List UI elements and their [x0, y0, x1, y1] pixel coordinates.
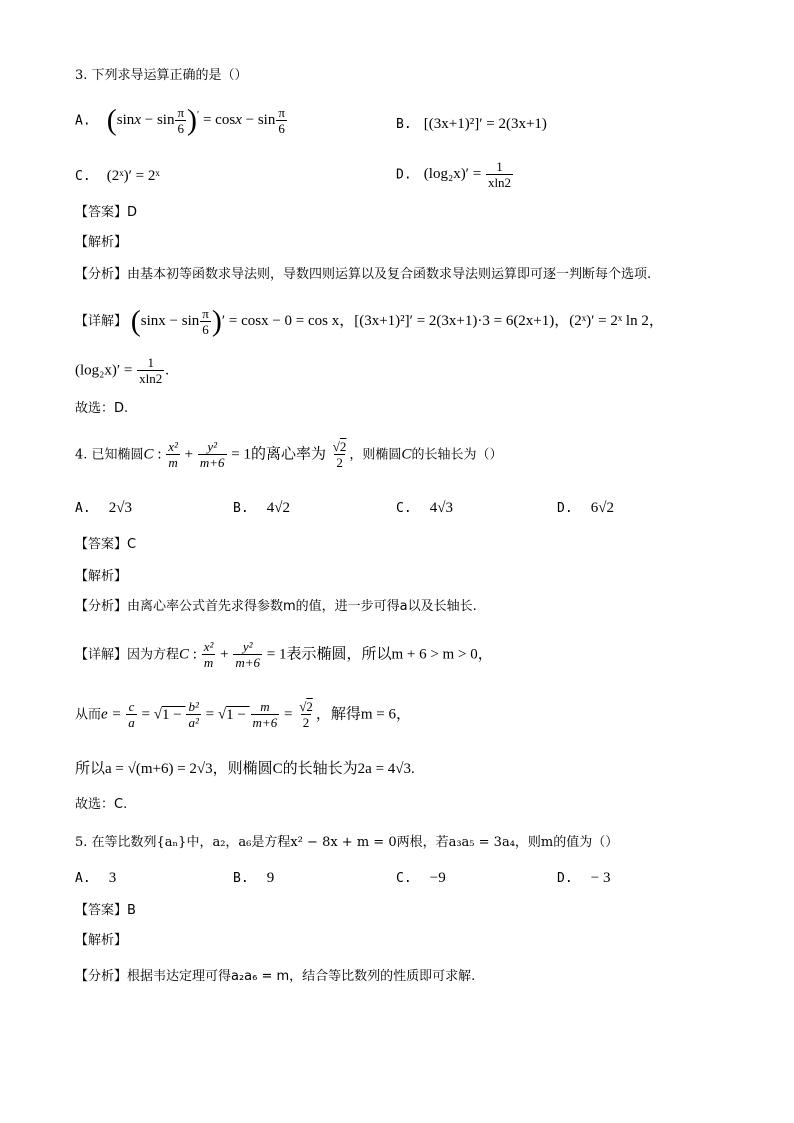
q4-stem-c: C — [143, 446, 154, 463]
q3-detail-log-end: . — [165, 362, 170, 379]
q3-a-sin: sin — [116, 112, 135, 129]
q4-stem-end: 的长轴长为（） — [411, 447, 503, 463]
q4-detail-1: 【详解】因为方程C : $\frac{\text{x²}}{m}$ + $\frac{\text{y²}}{m+6}$ = 1表示椭圆，所以m + 6 > m > 0， — [75, 639, 493, 670]
q3-a-rhs-x: x — [235, 112, 242, 129]
q3-option-d — [396, 160, 514, 190]
q4-detail-one-minus: 1 − — [162, 706, 186, 723]
q4-stem-frac-y: $\frac{\text{y²}}{m+6}$ — [199, 439, 225, 470]
q4-detail-2-end: ，解得m = 6， — [315, 706, 411, 723]
q5-stem: 5. 在等比数列{aₙ}中，a₂，a₆是方程x² − 8x + m = 0两根，若a₃a₅ = 3a₄，则m的值为（） — [75, 835, 619, 850]
q3-a-minus-sin: − sin — [140, 112, 175, 129]
q5-option-d — [557, 870, 611, 887]
q5-option-a-val: 3 — [108, 870, 117, 886]
q4-guxuan: 故选：C. — [75, 797, 128, 812]
q4-detail-colon: : — [189, 646, 201, 663]
q4-jiexi: 【解析】 — [75, 569, 128, 584]
q5-option-d-label: D. — [557, 871, 573, 886]
q4-detail-frac-y: $\frac{\text{y²}}{m+6}$ — [235, 639, 261, 670]
q3-option-a-label: A. — [75, 113, 91, 129]
q4-detail-one-minus-2: 1 − — [226, 706, 250, 723]
q4-detail-frac-b2a2: $\frac{\text{b²}}{\text{a²}}$ — [188, 699, 199, 731]
q4-option-c-val: 4√3 — [429, 500, 454, 516]
q3-detail-eq3: (2ˣ)′ = 2ˣ ln 2， — [569, 313, 664, 329]
q3-option-c-expr: (2ˣ)′ = 2ˣ — [106, 168, 160, 184]
q4-detail-frac-ecc: √ $\frac{2}{2}$ — [297, 700, 315, 730]
q3-option-d-label: D. — [396, 167, 412, 183]
q4-detail-c: C — [179, 646, 190, 663]
q3-answer: 【答案】D — [75, 205, 138, 220]
q4-stem-mid: = 1的离心率为 — [227, 446, 330, 463]
q4-stem-c2: C — [401, 446, 412, 463]
q3-option-b-label: B. — [396, 117, 412, 132]
q4-detail-frac-x: $\frac{\text{x²}}{m}$ — [203, 639, 214, 670]
q4-detail-1-end: = 1表示椭圆，所以m + 6 > m > 0， — [263, 646, 493, 663]
q4-stem-ecc: √ $\frac{2}{2}$ — [331, 440, 349, 470]
q4-stem: 4. 已知椭圆C : $\frac{\text{x²}}{m}$ + $\frac{\text{y²}}{m+6}$ = 1的离心率为 √ $\frac{2}{2}$ ，则椭圆C的长轴长为（） — [75, 440, 502, 470]
q3-a-rhs-sin: − sin — [241, 112, 276, 129]
q4-detail-frac-ca: $\frac{c}{a}$ — [128, 699, 135, 730]
q3-detail-log-lhs: (log₂x)′ = — [75, 362, 137, 379]
q3-detail-eq1: ′ = cosx − 0 = cos x， — [221, 313, 355, 329]
q4-option-c-label: C. — [396, 501, 412, 516]
q5-fenxi: 【分析】根据韦达定理可得a₂a₆ = m，结合等比数列的性质即可求解. — [75, 969, 476, 984]
q5-option-a — [75, 870, 116, 887]
q5-option-b-val: 9 — [266, 870, 275, 886]
q5-option-c-val: −9 — [429, 870, 446, 886]
q4-stem-colon: : — [153, 446, 166, 463]
q4-detail-2: 从而e = $\frac{c}{a}$ = √1 − $\frac{\text{b²}}{\text{a²}}$ = √1 − $\frac{m}{m+6}$ = √ $\frac{2}{2}$ ，解得m = 6， — [75, 700, 411, 730]
q4-stem-start: 4. 已知椭圆 — [75, 447, 144, 463]
q3-detail-log — [75, 356, 169, 386]
q3-detail-tag: 【详解】 — [75, 314, 128, 329]
q5-option-c-label: C. — [396, 871, 412, 886]
q4-option-a — [75, 500, 132, 517]
q4-detail-1-text: 【详解】因为方程 — [75, 647, 180, 663]
q3-option-a: A. (sinx − sin $\frac{\pi}{6}$ )′ = cosx − sin $\frac{\pi}{6}$ — [75, 104, 285, 137]
q4-detail-3: 所以a = √(m+6) = 2√3，则椭圆C的长轴长为2a = 4√3. — [75, 761, 415, 777]
q4-option-d-val: 6√2 — [590, 500, 615, 516]
q4-option-a-label: A. — [75, 501, 91, 516]
q3-detail-eq2: [(3x+1)²]′ = 2(3x+1)·3 = 6(2x+1)， — [354, 313, 570, 329]
q4-option-b — [233, 500, 290, 517]
q3-option-c — [75, 168, 160, 185]
q3-detail-frac: $\frac{\pi}{6}$ — [202, 305, 209, 337]
q4-stem-then: ，则椭圆 — [349, 447, 402, 463]
q4-option-c — [396, 500, 453, 517]
q3-stem: 3. 下列求导运算正确的是（） — [75, 68, 248, 83]
q5-option-b — [233, 870, 274, 887]
q3-a-rhs-frac: $\frac{\pi}{6}$ — [278, 105, 285, 136]
q5-option-d-val: − 3 — [590, 870, 611, 886]
q4-detail-e: e = — [101, 706, 126, 723]
q5-option-c — [396, 870, 446, 887]
q3-guxuan: 故选：D. — [75, 401, 129, 416]
q4-option-d-label: D. — [557, 501, 573, 516]
q4-stem-frac-x: $\frac{\text{x²}}{m}$ — [168, 439, 178, 470]
q4-detail-2-start: 从而 — [75, 707, 102, 723]
q4-option-a-val: 2√3 — [108, 500, 133, 516]
q4-option-b-val: 4√2 — [266, 500, 291, 516]
q5-option-a-label: A. — [75, 871, 91, 886]
q3-d-lhs: (log₂x)′ = — [423, 166, 485, 183]
q5-answer: 【答案】B — [75, 903, 136, 918]
q3-d-frac: $\frac{1}{xln2}$ — [487, 159, 512, 190]
q3-a-frac: $\frac{\pi}{6}$ — [177, 105, 185, 136]
q4-option-b-label: B. — [233, 501, 249, 516]
q3-fenxi: 【分析】由基本初等函数求导法则，导数四则运算以及复合函数求导法则运算即可逐一判断每个选项. — [75, 267, 652, 282]
q3-detail: 【详解】 (sinx − sin $\frac{\pi}{6}$ )′ = cosx − 0 = cos x，[(3x+1)²]′ = 2(3x+1)·3 = 6(2x+1)，(2ˣ)′ = 2ˣ ln 2， — [75, 304, 664, 338]
q3-detail-sin: sinx − sin — [140, 313, 200, 329]
q3-a-x: x — [134, 112, 141, 129]
q4-detail-frac-mm6: $\frac{m}{m+6}$ — [252, 699, 278, 731]
q5-jiexi: 【解析】 — [75, 933, 128, 948]
q3-a-rhs-cos: = cos — [199, 112, 236, 129]
q3-option-c-label: C. — [75, 169, 91, 184]
q5-option-b-label: B. — [233, 871, 249, 886]
q3-detail-log-frac: $\frac{1}{xln2}$ — [139, 355, 163, 386]
q4-fenxi: 【分析】由离心率公式首先求得参数m的值，进一步可得a以及长轴长. — [75, 599, 477, 614]
q3-option-b — [396, 116, 547, 133]
q3-jiexi: 【解析】 — [75, 235, 128, 250]
q3-option-b-expr: [(3x+1)²]′ = 2(3x+1) — [423, 116, 547, 132]
q4-answer: 【答案】C — [75, 537, 137, 552]
q4-option-d — [557, 500, 614, 517]
